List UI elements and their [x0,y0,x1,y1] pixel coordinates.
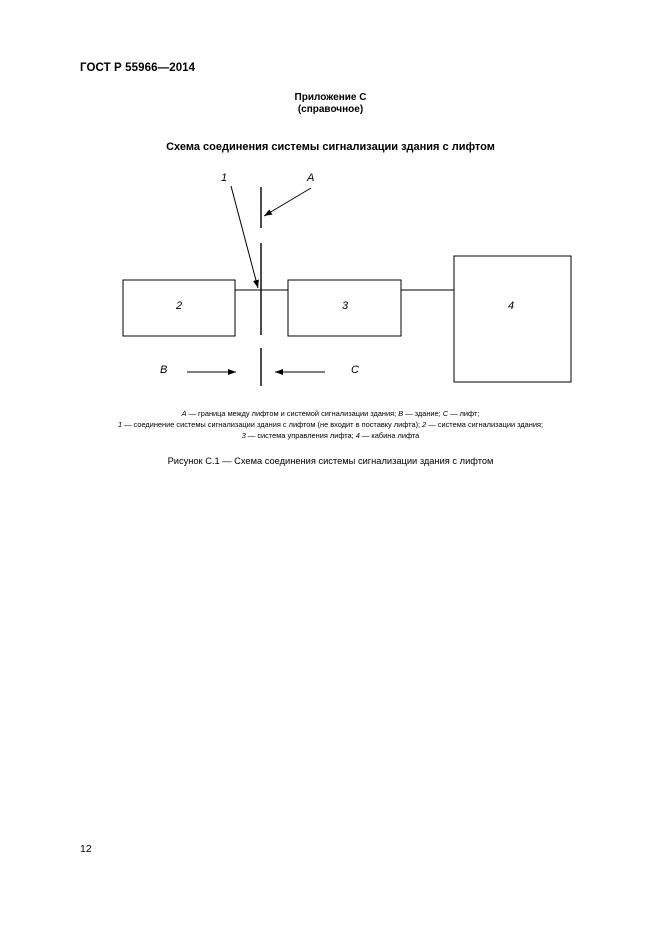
label-side-B: B [160,364,168,376]
legend-key-4: 4 [355,431,360,440]
label-block-4: 4 [508,300,515,312]
label-block-3: 3 [342,300,349,312]
legend-key-A: A [181,409,187,418]
legend-line-3 [0,430,661,441]
legend-key-2: 2 [422,420,427,429]
annex-status: (справочное) [297,104,364,115]
connection-diagram [0,160,661,400]
label-block-2: 2 [176,300,183,312]
standard-code: ГОСТ Р 55966—2014 [80,62,196,74]
legend-text-4: — кабина лифта [359,431,420,440]
label-pointer-1: 1 [221,172,228,184]
page-number: 12 [80,843,92,855]
legend-line-2 [0,419,661,430]
legend-line-1 [0,408,661,419]
legend-text-C: — лифт; [448,409,480,418]
legend-text-1: — соединение системы сигнализации здания с лифтом (не входит в поставку лифта); [122,420,423,429]
pointer-arrow-A [264,188,311,216]
legend-key-C: C [442,409,449,418]
pointer-arrow-1 [231,186,258,288]
legend-key-1: 1 [117,420,123,429]
label-side-C: C [351,364,359,376]
label-pointer-A: A [307,172,315,184]
legend-key-3: 3 [241,431,246,440]
legend-text-2: — система сигнализации здания; [426,420,544,429]
annex-title: Приложение С [294,92,367,103]
figure-caption: Рисунок С.1 — Схема соединения системы сигнализации здания с лифтом [167,456,494,466]
figure-heading: Схема соединения системы сигнализации здания с лифтом [166,141,495,153]
legend-text-B: — здание; [403,409,443,418]
legend-text-A: — граница между лифтом и системой сигнализации здания; [186,409,399,418]
block-4-lift-car [454,256,571,382]
legend-text-3: — система управления лифта; [245,431,356,440]
legend-key-B: B [398,409,404,418]
